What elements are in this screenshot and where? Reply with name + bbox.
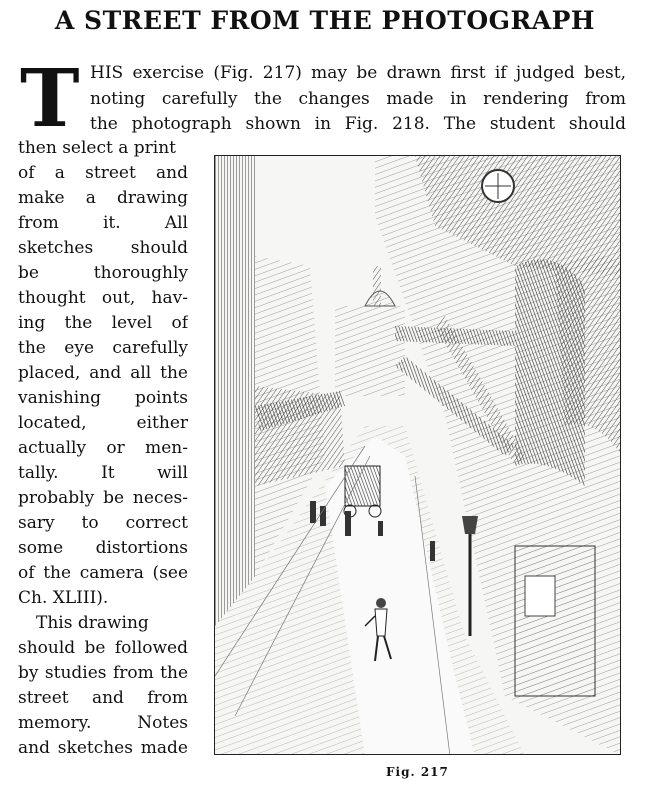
text-line: thought out, hav- bbox=[18, 288, 188, 308]
text-line: Ch. XLIII). bbox=[18, 588, 109, 608]
text-line: sketches should bbox=[18, 238, 188, 258]
text-line: located, either bbox=[18, 413, 188, 433]
text-line: by studies from the bbox=[18, 663, 188, 683]
text-line: from it. All bbox=[18, 213, 188, 233]
text-line: some distortions bbox=[18, 538, 188, 558]
text-line: of a street and bbox=[18, 163, 188, 183]
text-line: vanishing points bbox=[18, 388, 188, 408]
text-line: actually or men- bbox=[18, 438, 188, 458]
text-line: probably be neces- bbox=[18, 488, 188, 508]
text-line: memory. Notes bbox=[18, 713, 188, 733]
page-title: A STREET FROM THE PHOTOGRAPH bbox=[54, 6, 596, 35]
street-sketch-svg bbox=[215, 156, 621, 755]
text-line: and sketches made bbox=[18, 738, 188, 758]
text-line: the eye carefully bbox=[18, 338, 188, 358]
figure-caption: Fig. 217 bbox=[386, 765, 449, 779]
text-line: placed, and all the bbox=[18, 363, 188, 383]
text-line: This drawing bbox=[36, 613, 149, 633]
text-line: be thoroughly bbox=[18, 263, 188, 283]
text-line: ing the level of bbox=[18, 313, 188, 333]
text-line: sary to correct bbox=[18, 513, 188, 533]
text-line: noting carefully the changes made in rendering from bbox=[90, 89, 626, 109]
street-illustration bbox=[214, 155, 621, 755]
text-line: of the camera (see bbox=[18, 563, 188, 583]
drop-cap: T bbox=[20, 51, 80, 145]
text-line: tally. It will bbox=[18, 463, 188, 483]
text-line: street and from bbox=[18, 688, 188, 708]
text-line: make a drawing bbox=[18, 188, 188, 208]
text-line: then select a print bbox=[18, 138, 176, 158]
text-line: HIS exercise (Fig. 217) may be drawn first if judged best, bbox=[90, 63, 626, 83]
text-line: the photograph shown in Fig. 218. The student should bbox=[90, 114, 626, 134]
text-line: should be followed bbox=[18, 638, 188, 658]
